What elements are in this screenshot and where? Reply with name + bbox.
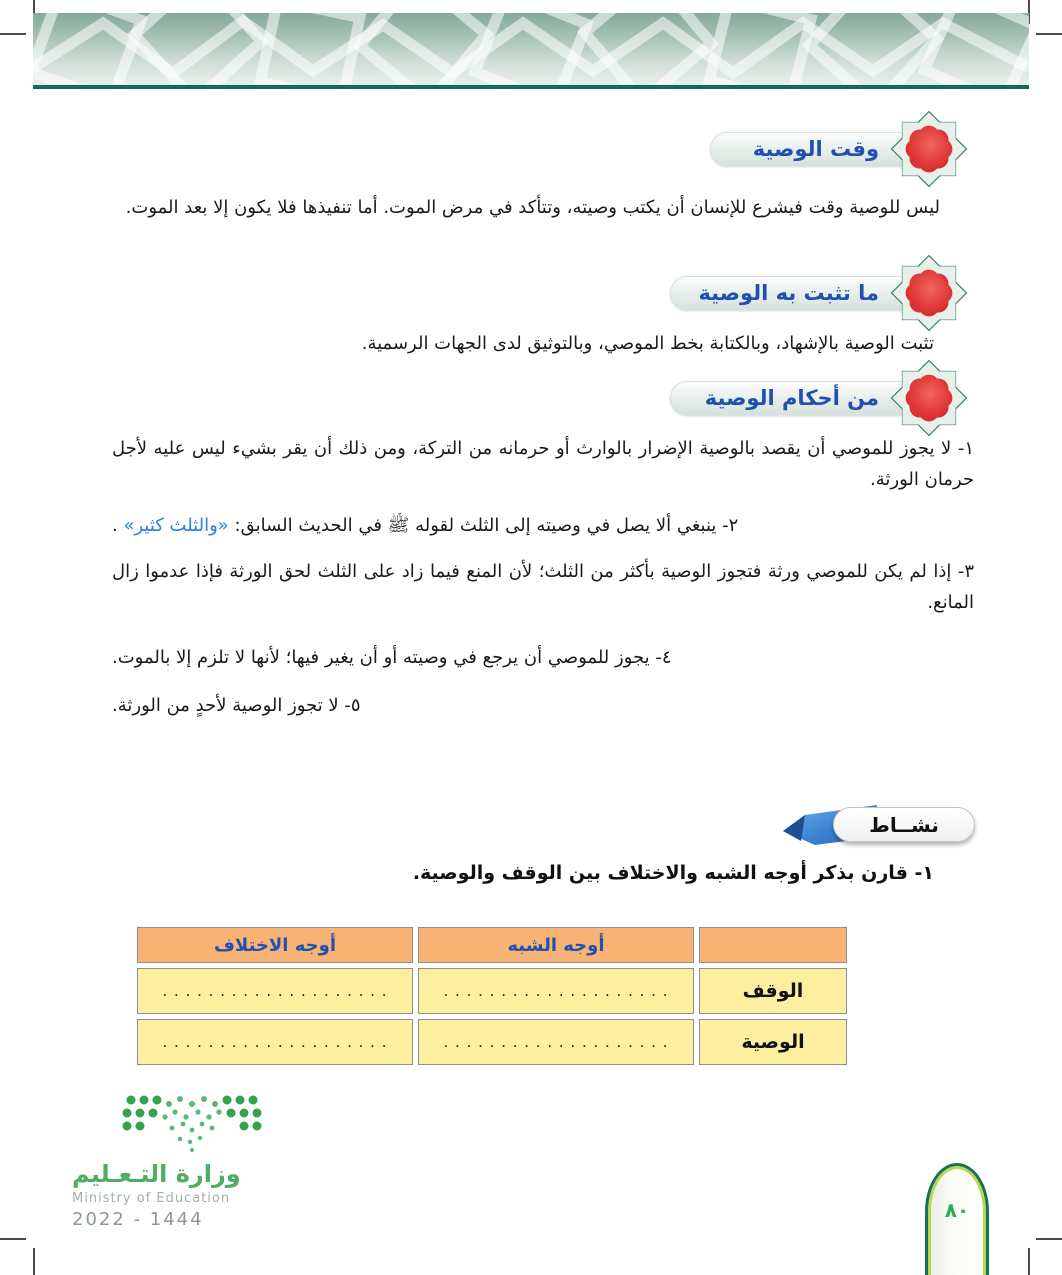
answer-cell-waqf-differences: . . . . . . . . . . . . . . . . . . . . [137,968,413,1014]
section-heading-ahkam [658,371,958,441]
star-badge-icon [890,359,968,437]
activity-label-pill [833,807,975,842]
ruling-item-1: ١- لا يجوز للموصي أن يقصد بالوصية الإضرار بالوارث أو حرمانه من التركة، ومن ذلك أن يقر بشيء ليس عليه لأجل حرمان الورثة. [112,438,974,490]
page-number-dome [925,1163,989,1275]
table-row-waqf [137,968,847,1014]
crop-mark [0,33,26,35]
section-title: وقت الوصية [752,137,879,161]
answer-cell-wasiya-differences: . . . . . . . . . . . . . . . . . . . . [137,1019,413,1065]
row-label-waqf: الوقف [699,968,847,1014]
ministry-logo-icon [117,1092,267,1154]
star-badge-icon [890,110,968,188]
ruling-item-4: ٤- يجوز للموصي أن يرجع في وصيته أو أن يغير فيها؛ لأنها لا تلزم إلا بالموت. [112,647,672,668]
page-number: ٨٠ [944,1198,970,1222]
crop-mark [33,1248,35,1275]
ruling-item-5: ٥- لا تجوز الوصية لأحدٍ من الورثة. [112,695,361,716]
crop-mark [1036,33,1062,35]
section-body: ليس للوصية وقت فيشرع للإنسان أن يكتب وصيته، وتتأكد في مرض الموت. أما تنفيذها فلا يكون إلا بعد الموت. [125,197,940,218]
ministry-name-english: Ministry of Education [72,1191,231,1206]
ministry-logo-block [72,1092,312,1230]
crop-mark [0,1238,26,1240]
section-title: ما تثبت به الوصية [698,281,879,305]
star-badge-icon [890,254,968,332]
table-header-differences: أوجه الاختلاف [137,927,413,963]
edition-years: 2022 - 1444 [72,1209,204,1230]
section-heading-waqt-alwasiya [698,122,958,192]
table-row-wasiya [137,1019,847,1065]
activity-label: نشــاط [869,812,939,837]
section-body: تثبت الوصية بالإشهاد، وبالكتابة بخط الموصي، وبالتوثيق لدى الجهات الرسمية. [361,333,934,354]
crop-mark [1028,1248,1030,1275]
comparison-table [132,922,852,1070]
decorative-header-band [33,13,1029,85]
table-header-row [137,927,847,963]
ruling-item-3: ٣- إذا لم يكن للموصي ورثة فتجوز الوصية بأكثر من الثلث؛ لأن المنع فيما زاد على الثلث لحق الورثة فإذا عدموا زال المانع. [112,561,974,613]
section-title: من أحكام الوصية [704,386,879,410]
activity-instruction: ١- قارن بذكر أوجه الشبه والاختلاف بين الوقف والوصية. [412,862,934,884]
header-underline [33,85,1029,89]
table-header-similarities: أوجه الشبه [418,927,694,963]
ruling-item-2-pre: ٢- ينبغي ألا يصل في وصيته إلى الثلث لقوله ﷺ في الحديث السابق: [228,515,739,536]
answer-cell-waqf-similarities: . . . . . . . . . . . . . . . . . . . . [418,968,694,1014]
hadith-quote: «والثلث كثير» [123,515,229,536]
ruling-item-2 [112,510,974,541]
crop-mark [1036,1238,1062,1240]
ministry-name-arabic: وزارة التـعـليم [72,1160,241,1188]
answer-cell-wasiya-similarities: . . . . . . . . . . . . . . . . . . . . [418,1019,694,1065]
table-corner-cell [699,927,847,963]
rulings-list [112,433,974,721]
geometric-pattern [33,13,1029,85]
ruling-item-2-post: . [112,515,124,536]
section-heading-ma-tathbut [658,266,958,336]
row-label-wasiya: الوصية [699,1019,847,1065]
activity-badge [775,799,975,855]
